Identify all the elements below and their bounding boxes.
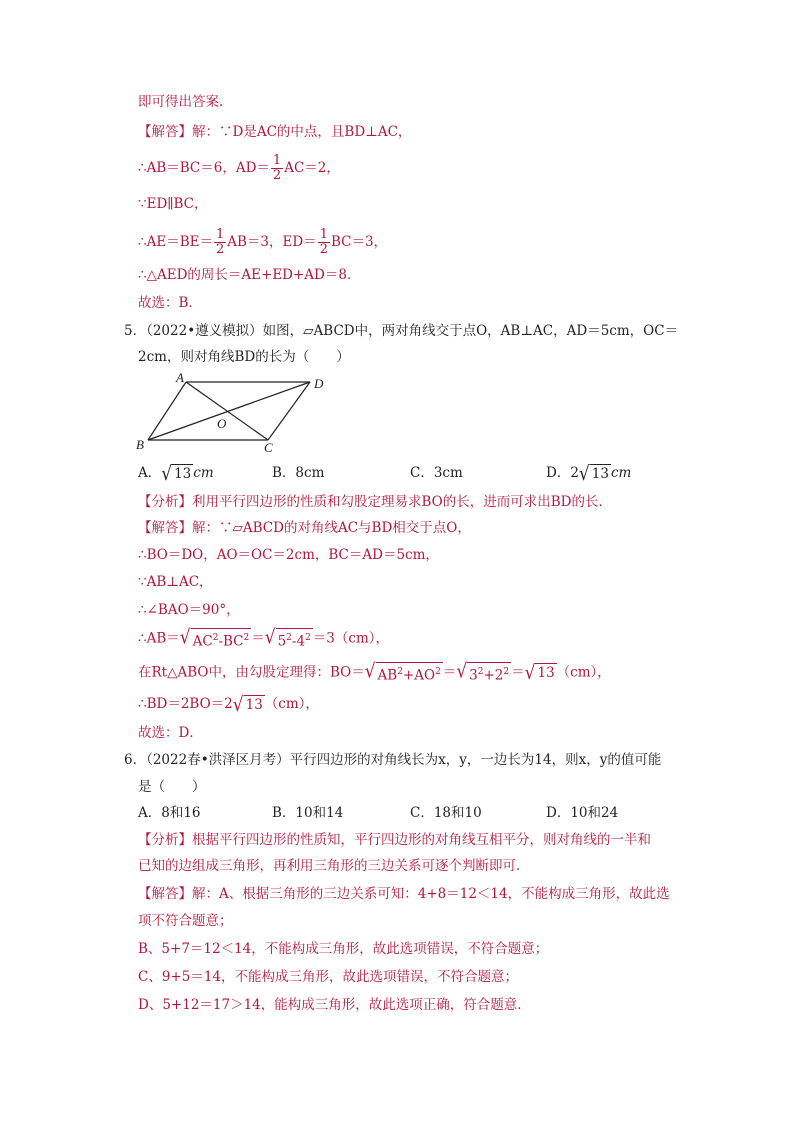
solution-tag: 【解答】 xyxy=(138,886,192,902)
prev-hint-tail: 即可得出答案． xyxy=(138,94,233,110)
q6-solution-1: 【解答】解：A、根据三角形的三边关系可知：4+8＝12＜14，不能构成三角形，故此选 xyxy=(138,886,670,902)
solution-tag: 【解答】 xyxy=(138,124,192,140)
prev-line-2: ∵ED∥BC， xyxy=(138,196,208,212)
q6-analysis-1: 【分析】根据平行四边形的性质知，平行四边形的对角线互相平分，则对角线的一半和 xyxy=(138,832,651,848)
solution-tag: 【解答】 xyxy=(138,520,192,536)
q5-option-d: D．2 √ 13 cm xyxy=(546,462,632,485)
q5-solution-5: ∴AB＝ √ $AC^2-BC^2$ ＝ √ $5^2-4^2$ ＝3（cm）， xyxy=(138,626,389,650)
prev-solution-line: 【解答】解：∵D是AC的中点，且BD⊥AC， xyxy=(138,124,412,140)
prev-choice: 故选：B． xyxy=(138,295,202,311)
q6-solution-5: D、5+12＝17＞14，能构成三角形，故此选项正确，符合题意． xyxy=(138,997,531,1013)
diagonal-bd xyxy=(148,382,310,440)
q6-option-b: B．10和14 xyxy=(272,805,344,821)
edge-ab xyxy=(148,382,186,440)
q6-option-d: D．10和24 xyxy=(546,805,619,821)
prev-line-4: ∴△AED的周长＝AE+ED+AD＝8． xyxy=(138,267,361,283)
diagonal-ac xyxy=(186,382,268,440)
q5-solution-7: ∴BD＝2BO＝2 √ 13 （cm）， xyxy=(138,693,319,716)
q6-option-c: C．18和10 xyxy=(410,805,482,821)
parallelogram-figure xyxy=(134,368,334,458)
label-d: D xyxy=(314,376,324,391)
q5-solution-3: ∵AB⊥AC， xyxy=(138,574,213,590)
q5-solution-2: ∴BO＝DO，AO＝OC＝2cm，BC＝AD＝5cm， xyxy=(138,547,439,563)
q6-solution-4: C、9+5＝14，不能构成三角形，故此选项错误，不符合题意； xyxy=(138,969,518,985)
q5-stem-1: 5．（2022•遵义模拟）如图，▱ABCD中，两对角线交于点O，AB⊥AC，AD＝5cm，OC＝ xyxy=(124,323,679,339)
edge-cd xyxy=(268,382,310,440)
q6-analysis-2: 已知的边组成三角形，再利用三角形的三边关系可逐个判断即可． xyxy=(138,858,530,874)
label-c: C xyxy=(264,440,273,455)
q5-stem-2: 2cm，则对角线BD的长为（ ） xyxy=(138,349,350,365)
analysis-tag: 【分析】 xyxy=(138,494,192,510)
label-o: O xyxy=(217,416,227,431)
q5-analysis: 【分析】利用平行四边形的性质和勾股定理易求BO的长，进而可求出BD的长． xyxy=(138,494,612,510)
label-b: B xyxy=(136,437,144,452)
prev-line-1: ∴AB＝BC＝6，AD＝ $\frac{1}{2}$ AC＝2， xyxy=(138,153,340,183)
q5-option-c: C．3cm xyxy=(410,465,463,481)
q5-solution-1: 【解答】解：∵▱ABCD的对角线AC与BD相交于点O， xyxy=(138,520,471,536)
q5-solution-6: 在Rt△ABO中，由勾股定理得：BO＝ √ $AB^2+AO^2$ ＝ √ $3^2+2^2$ ＝ √ 13 （cm）， xyxy=(138,660,611,685)
label-a: A xyxy=(176,370,184,385)
q5-choice: 故选：D． xyxy=(138,725,203,741)
q5-solution-4: ∴∠BAO＝90°， xyxy=(138,602,240,618)
q6-option-a: A．8和16 xyxy=(138,805,201,821)
q6-solution-3: B、5+7＝12＜14，不能构成三角形，故此选项错误，不符合题意； xyxy=(138,941,549,957)
q6-stem-2: 是（ ） xyxy=(138,779,206,795)
analysis-tag: 【分析】 xyxy=(138,832,192,848)
q6-solution-2: 项不符合题意； xyxy=(138,913,233,929)
q5-option-b: B．8cm xyxy=(272,465,325,481)
prev-line-3: ∴AE＝BE＝ $\frac{1}{2}$ AB＝3，ED＝ $\frac{1}{2}$ BC＝3， xyxy=(138,227,388,257)
q5-option-a: A． √ 13 cm xyxy=(138,462,214,485)
q6-stem-1: 6．（2022春•洪泽区月考）平行四边形的对角线长为x，y，一边长为14，则x，y的值可能 xyxy=(124,752,662,768)
